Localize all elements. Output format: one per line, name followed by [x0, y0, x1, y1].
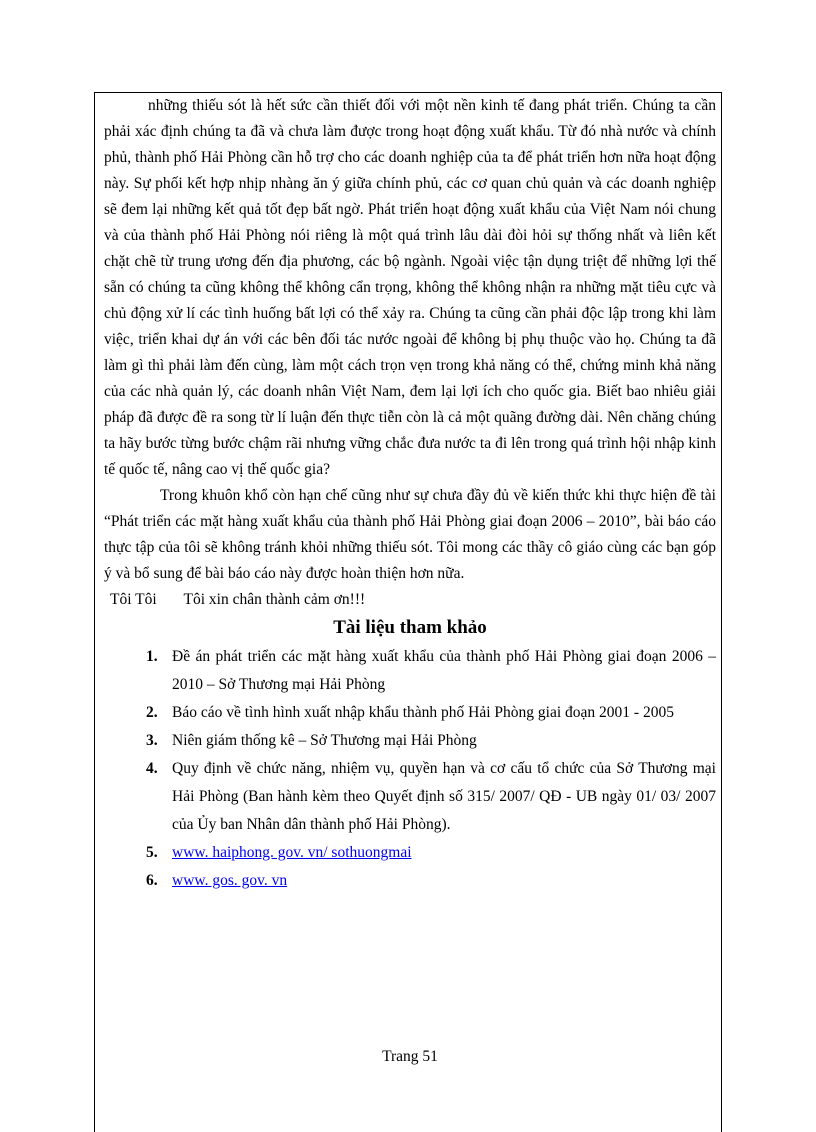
- reference-item: [104, 643, 716, 699]
- page-number: Trang 51: [382, 1048, 438, 1065]
- reference-item: [104, 727, 716, 755]
- reference-link-gos[interactable]: www. gos. gov. vn: [172, 872, 288, 889]
- reference-item: [104, 699, 716, 727]
- reference-number: 2.: [146, 704, 158, 721]
- reference-text: Đề án phát triển các mặt hàng xuất khẩu của thành phố Hải Phòng giai đoạn 2006 – 2010 – Sở Thương mại Hải Phòng: [172, 648, 716, 693]
- references-list: [104, 643, 716, 895]
- reference-item: [104, 867, 716, 895]
- closing-line: Tôi Tôi Tôi xin chân thành cảm ơn!!!: [110, 591, 366, 608]
- reference-text: Báo cáo về tình hình xuất nhập khẩu thành phố Hải Phòng giai đoạn 2001 - 2005: [172, 704, 674, 721]
- reference-item: [104, 839, 716, 867]
- reference-number: 3.: [146, 732, 158, 749]
- references-title: Tài liệu tham khảo: [333, 617, 487, 638]
- document-content: [104, 93, 716, 1065]
- reference-item: [104, 755, 716, 839]
- reference-text: Niên giám thống kê – Sở Thương mại Hải Phòng: [172, 732, 477, 749]
- reference-number: 6.: [146, 872, 158, 889]
- conclusion-paragraph-1: những thiếu sót là hết sức cần thiết đối với một nền kinh tế đang phát triển. Chúng ta cần phải xác định chúng ta đã và chưa làm được trong hoạt động xuất khẩu. Từ đó nhà nước và chính phủ, thành phố Hải Phòng cần hỗ trợ cho các doanh nghiệp của ta để phát triển hơn nữa hoạt động này. Sự phối kết hợp nhịp nhàng ăn ý giữa chính phủ, các cơ quan chủ quản và các doanh nghiệp sẽ đem lại những kết quả tốt đẹp bất ngờ. Phát triển hoạt động xuất khẩu của Việt Nam nói chung và của thành phố Hải Phòng nói riêng là một quá trình lâu dài đòi hỏi sự thống nhất và liên kết chặt chẽ từ trung ương đến địa phương, các bộ ngành. Ngoài việc tận dụng triệt để những lợi thế sẵn có chúng ta cũng không thể không cẩn trọng, không thể không nhận ra những mặt tiêu cực và chủ động xử lí các tình huống bất lợi có thể xảy ra. Chúng ta cũng cần phải độc lập trong khi làm việc, triển khai dự án với các bên đối tác nước ngoài để không bị phụ thuộc vào họ. Chúng ta đã làm gì thì phải làm đến cùng, làm một cách trọn vẹn trong khả năng có thể, chứng minh khả năng của các nhà quản lý, các doanh nhân Việt Nam, đem lại lợi ích cho quốc gia. Biết bao nhiêu giải pháp đã được đề ra song từ lí luận đến thực tiễn còn là cả một quãng đường dài. Nên chăng chúng ta hãy bước từng bước chậm rãi nhưng vững chắc đưa nước ta đi lên trong quá trình hội nhập kinh tế quốc tế, nâng cao vị thế quốc gia?: [104, 97, 716, 478]
- reference-number: 4.: [146, 760, 158, 777]
- reference-text: Quy định về chức năng, nhiệm vụ, quyền hạn và cơ cấu tổ chức của Sở Thương mại Hải Phòng (Ban hành kèm theo Quyết định số 315/ 2007/ QĐ - UB ngày 01/ 03/ 2007 của Ủy ban Nhân dân thành phố Hải Phòng).: [172, 760, 716, 833]
- reference-number: 1.: [146, 648, 158, 665]
- conclusion-paragraph-2: Trong khuôn khổ còn hạn chế cũng như sự chưa đầy đủ về kiến thức khi thực hiện đề tài “Phát triển các mặt hàng xuất khẩu của thành phố Hải Phòng giai đoạn 2006 – 2010”, bài báo cáo thực tập của tôi sẽ không tránh khỏi những thiếu sót. Tôi mong các thầy cô giáo cùng các bạn góp ý và bổ sung để bài báo cáo này được hoàn thiện hơn nữa.: [104, 487, 716, 582]
- reference-link-haiphong[interactable]: www. haiphong. gov. vn/ sothuongmai: [172, 844, 412, 861]
- reference-number: 5.: [146, 844, 158, 861]
